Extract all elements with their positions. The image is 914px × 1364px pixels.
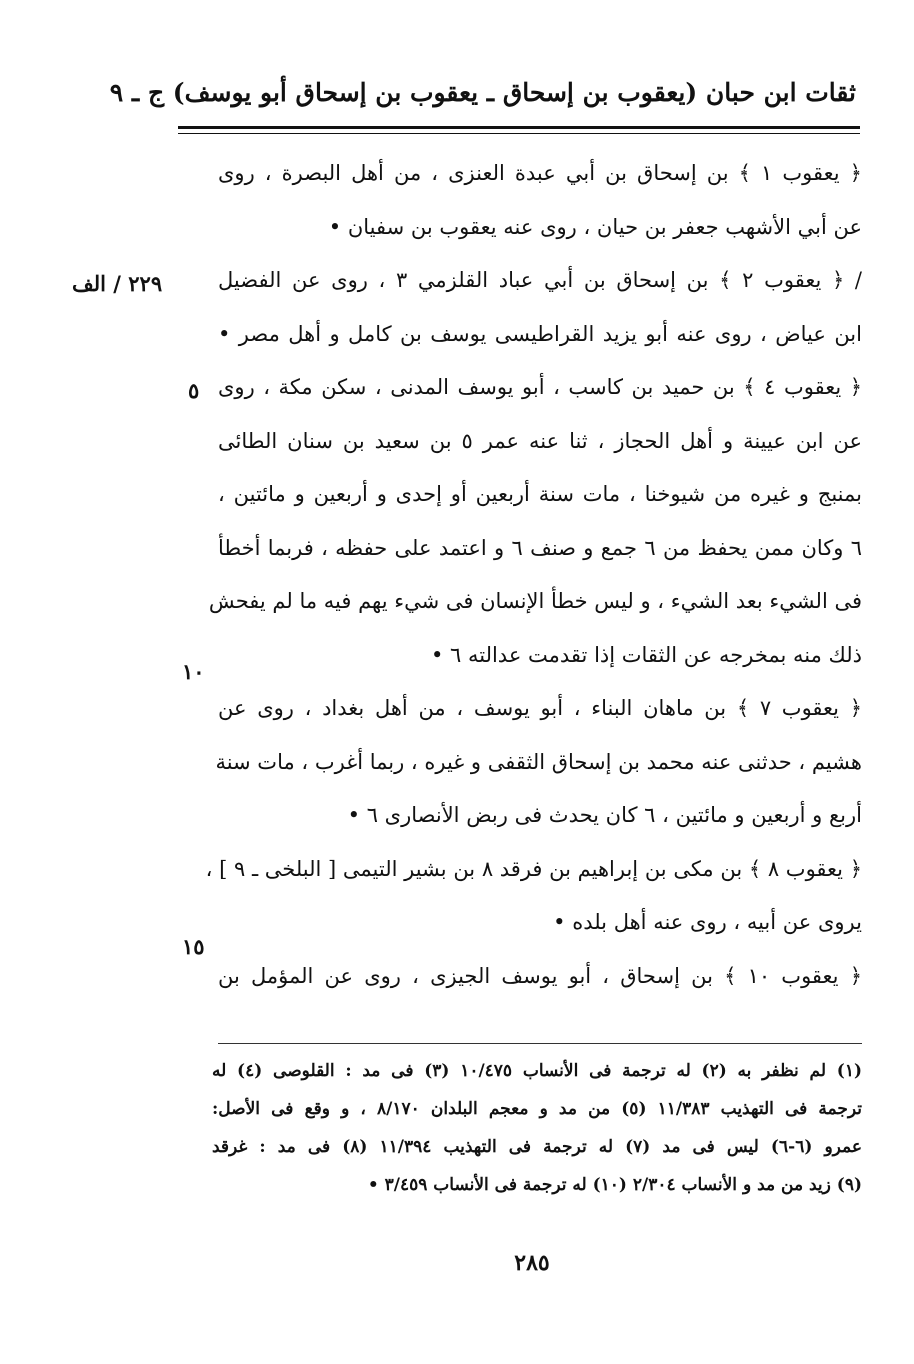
header-rule-thin — [178, 133, 860, 134]
text-line: هشيم ، حدثنى عنه محمد بن إسحاق الثقفى و غيره ، ربما أغرب ، مات سنة — [215, 749, 862, 774]
text-line: ﴿ يعقوب ٨ ﴾ بن مكى بن إبراهيم بن فرقد ٨ بن بشير التيمى [ البلخى ـ ٩ ] ، — [205, 856, 862, 881]
text-line: بمنبج و غيره من شيوخنا ، مات سنة أربعين أو إحدى و أربعين و مائتين ، — [218, 482, 862, 506]
text-line: ذلك منه بمخرجه عن الثقات إذا تقدمت عدالته ٦ • — [430, 642, 862, 667]
footnote-line: ترجمة فى التهذيب ١١/٣٨٣ (٥) من مد و معجم البلدان ٨/١٧٠ ، و وقع فى الأصل: — [212, 1099, 862, 1119]
header-rule-thick — [178, 126, 860, 129]
text-line: ابن عياض ، روى عنه أبو يزيد القراطيسى يوسف بن كامل و أهل مصر • — [218, 321, 862, 346]
text-line: فى الشيء بعد الشيء ، و ليس خطأ الإنسان فى شيء يهم فيه ما لم يفحش — [208, 589, 862, 613]
folio-marker: ٢٢٩ / الف — [72, 271, 163, 296]
text-line: عن ابن عيينة و أهل الحجاز ، ثنا عنه عمر ٥ بن سعيد بن سنان الطائى — [218, 428, 862, 453]
footnotes — [212, 1052, 862, 1204]
line-number-15: ١٥ — [182, 934, 205, 959]
main-text — [205, 147, 863, 1003]
text-line: ٦ وكان ممن يحفظ من ٦ جمع و صنف ٦ و اعتمد على حفظه ، فربما أخطأ — [218, 535, 862, 560]
text-line: عن أبي الأشهب جعفر بن حيان ، روى عنه يعقوب بن سفيان • — [328, 214, 862, 239]
footnote-line: (١) لم نظفر به (٢) له ترجمة فى الأنساب ١٠/٤٧٥ (٣) فى مد : القلوصى (٤) له — [212, 1061, 863, 1081]
text-line: ﴿ يعقوب ٧ ﴾ بن ماهان البناء ، أبو يوسف ، من أهل بغداد ، روى عن — [218, 696, 863, 720]
text-line: / ﴿ يعقوب ٢ ﴾ بن إسحاق بن أبي عباد القلزمي ٣ ، روى عن الفضيل — [218, 268, 863, 292]
footnote-rule — [218, 1043, 862, 1044]
text-line: ﴿ يعقوب ٤ ﴾ بن حميد بن كاسب ، أبو يوسف المدنى ، سكن مكة ، روى — [218, 375, 863, 399]
text-line: ﴿ يعقوب ١ ﴾ بن إسحاق بن أبي عبدة العنزى ، من أهل البصرة ، روى — [218, 161, 862, 185]
footnote-line: عمرو (٦-٦) ليس فى مد (٧) له ترجمة فى التهذيب ١١/٣٩٤ (٨) فى مد : غرقد — [212, 1137, 863, 1157]
text-line: ﴿ يعقوب ١٠ ﴾ بن إسحاق ، أبو يوسف الجيزى ، روى عن المؤمل بن — [218, 963, 863, 988]
footnote-line: (٩) زيد من مد و الأنساب ٢/٣٠٤ (١٠) له ترجمة فى الأنساب ٣/٤٥٩ • — [367, 1175, 862, 1195]
text-line: يروى عن أبيه ، روى عنه أهل بلده • — [553, 910, 862, 934]
line-number-10: ١٠ — [182, 659, 205, 684]
page-number: ٢٨٥ — [514, 1250, 550, 1276]
text-line: أربع و أربعين و مائتين ، ٦ كان يحدث فى ربض الأنصارى ٦ • — [347, 803, 862, 827]
running-header: ثقات ابن حبان (يعقوب بن إسحاق ـ يعقوب بن إسحاق أبو يوسف) ج ـ ٩ — [109, 78, 856, 107]
line-number-5: ٥ — [188, 378, 200, 403]
